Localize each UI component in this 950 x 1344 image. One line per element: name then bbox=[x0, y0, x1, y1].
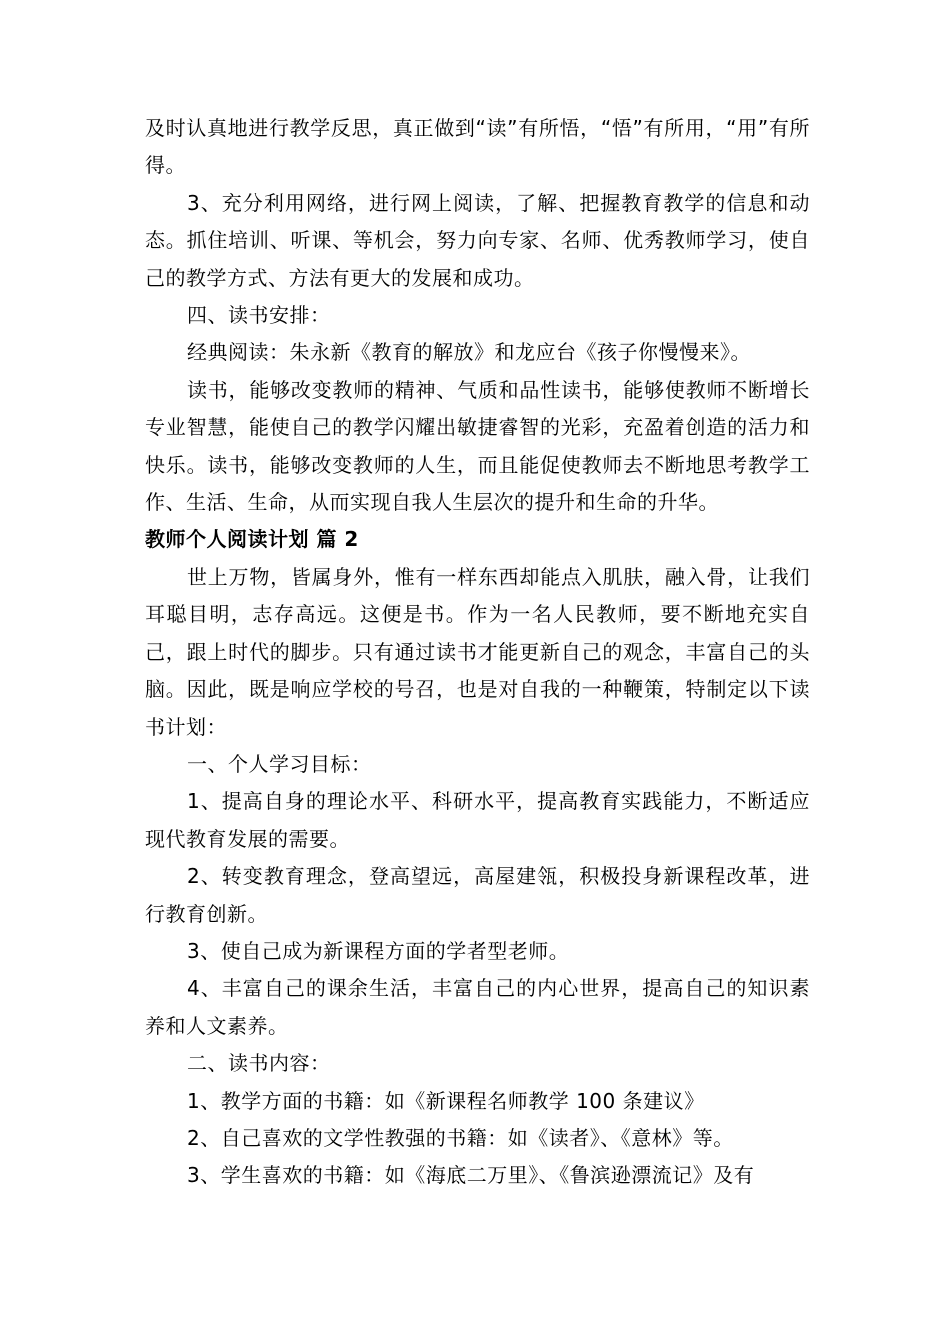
list-item: 1、教学方面的书籍：如《新课程名师教学 100 条建议》 bbox=[187, 1088, 705, 1113]
section-heading: 四、读书安排： bbox=[187, 303, 331, 328]
list-item: 2、转变教育理念，登高望远，高屋建瓴，积极投身新课程改革，进行教育创新。 bbox=[145, 864, 810, 926]
list-item: 1、提高自身的理论水平、科研水平，提高教育实践能力，不断适应现代教育发展的需要。 bbox=[145, 789, 810, 851]
paragraph: 3、充分利用网络，进行网上阅读，了解、把握教育教学的信息和动态。抓住培训、听课、等机会，努力向专家、名师、优秀教师学习，使自己的教学方式、方法有更大的发展和成功。 bbox=[145, 190, 810, 290]
list-item: 2、自己喜欢的文学性教强的书籍：如《读者》、《意林》等。 bbox=[187, 1125, 734, 1150]
section-heading: 一、个人学习目标： bbox=[187, 751, 372, 776]
paragraph: 及时认真地进行教学反思，真正做到“读”有所悟，“悟”有所用，“用”有所得。 bbox=[145, 116, 810, 178]
section-heading: 二、读书内容： bbox=[187, 1051, 331, 1076]
paragraph: 经典阅读：朱永新《教育的解放》和龙应台《孩子你慢慢来》。 bbox=[187, 340, 751, 365]
paragraph: 读书，能够改变教师的精神、气质和品性读书，能够使教师不断增长专业智慧，能使自己的教学闪耀出敏捷睿智的光彩，充盈着创造的活力和快乐。读书，能够改变教师的人生，而且能促使教师去不断地思考教学工作、生活、生命，从而实现自我人生层次的提升和生命的升华。 bbox=[145, 377, 810, 515]
document-body bbox=[145, 110, 810, 1195]
paragraph: 世上万物，皆属身外，惟有一样东西却能点入肌肤，融入骨，让我们耳聪目明，志存高远。这便是书。作为一名人民教师，要不断地充实自己，跟上时代的脚步。只有通过读书才能更新自己的观念，丰富自己的头脑。因此，既是响应学校的号召，也是对自我的一种鞭策，特制定以下读书计划： bbox=[145, 564, 810, 739]
article-title: 教师个人阅读计划 篇 2 bbox=[145, 527, 359, 552]
list-item: 4、丰富自己的课余生活，丰富自己的内心世界，提高自己的知识素养和人文素养。 bbox=[145, 976, 810, 1038]
list-item: 3、使自己成为新课程方面的学者型老师。 bbox=[187, 938, 570, 963]
list-item: 3、学生喜欢的书籍：如《海底二万里》、《鲁滨逊漂流记》及有 bbox=[187, 1163, 755, 1188]
